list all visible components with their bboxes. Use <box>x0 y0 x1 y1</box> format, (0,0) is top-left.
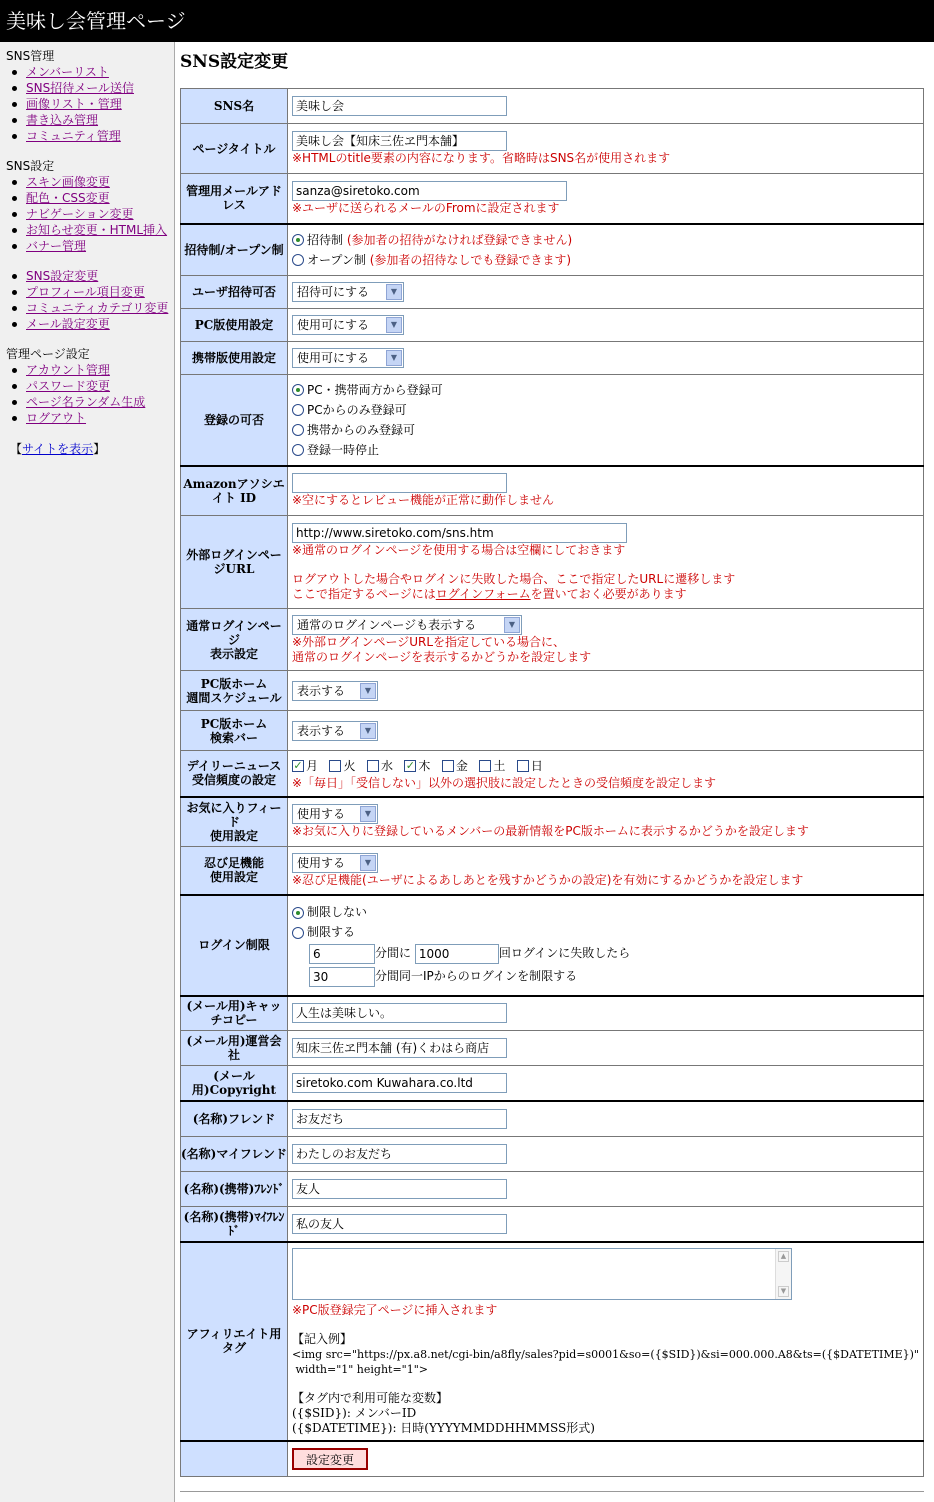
sidebar-item <box>6 190 174 206</box>
radio-label: オープン制 <box>307 252 366 267</box>
field-note: ※忍び足機能(ユーザによるあしあとを残すかどうかの設定)を有効にするかどうかを設定します <box>292 872 804 887</box>
chevron-down-icon: ▼ <box>386 317 402 333</box>
day-label: 火 <box>343 758 356 773</box>
sidebar-item <box>6 64 174 80</box>
sidebar-link-logout[interactable]: ログアウト <box>26 411 87 425</box>
chevron-down-icon: ▼ <box>360 723 376 739</box>
sidebar-link-profile-items[interactable]: プロフィール項目変更 <box>26 285 145 299</box>
footprint-select[interactable] <box>292 853 378 873</box>
sidebar-item <box>6 206 174 222</box>
day-label: 金 <box>455 758 468 773</box>
monday-checkbox[interactable]: ✓ <box>293 759 303 773</box>
inline-text: 回ログインに失敗したら <box>498 946 631 960</box>
site-link-wrapper <box>6 440 174 457</box>
sidebar-menu <box>6 64 174 144</box>
submit-button[interactable]: 設定変更 <box>292 1448 368 1470</box>
tuesday-checkbox[interactable] <box>329 760 341 772</box>
field-label: (名称)(携帯)ﾌﾚﾝﾄﾞ <box>181 1172 288 1207</box>
select-value: 通常のログインページも表示する <box>297 617 477 632</box>
chevron-down-icon: ▼ <box>386 284 402 300</box>
amazon-id-input[interactable] <box>292 473 507 493</box>
chevron-down-icon: ▼ <box>360 806 376 822</box>
field-label <box>181 609 288 671</box>
app-title: 美味し会管理ページ <box>6 9 186 33</box>
friday-checkbox[interactable] <box>442 760 454 772</box>
radio-label: 制限しない <box>307 905 368 919</box>
chevron-down-icon: ▼ <box>504 617 520 633</box>
register-stop-radio[interactable] <box>292 444 304 456</box>
label-line: お気に入りフィード <box>186 800 282 829</box>
day-label: 水 <box>380 758 393 773</box>
field-label <box>181 847 288 895</box>
inline-text: 分間に <box>375 946 412 960</box>
select-value: 使用する <box>297 807 346 822</box>
label-line: 通常ログインページ <box>186 618 282 647</box>
field-label: PC版使用設定 <box>181 309 288 342</box>
inline-text: 分間同一IPからのログインを制限する <box>375 969 578 983</box>
register-both-radio[interactable] <box>292 384 304 396</box>
friend-name-input[interactable]: お友だち <box>292 1109 507 1129</box>
page-title: SNS設定変更 <box>180 52 289 72</box>
vars-title: 【タグ内で利用可能な変数】 <box>292 1390 449 1405</box>
sidebar-item <box>6 362 174 378</box>
radio-label: 制限する <box>307 925 356 939</box>
var-line: ({$DATETIME}): 日時(YYYYMMDDHHMMSS形式) <box>292 1420 595 1435</box>
select-value: 表示する <box>297 723 346 738</box>
sidebar-link-password[interactable]: パスワード変更 <box>26 379 111 393</box>
label-line: 使用設定 <box>209 828 258 843</box>
sidebar-link-member-list[interactable]: メンバーリスト <box>26 65 109 79</box>
sidebar-link-invite-mail[interactable]: SNS招待メール送信 <box>26 81 134 95</box>
field-note: 通常のログインページを表示するかどうかを設定します <box>292 649 592 664</box>
label-line: PC版ホーム <box>200 716 268 731</box>
scroll-up-icon[interactable]: ▲ <box>778 1251 789 1262</box>
company-input[interactable]: 知床三佐ヱ門本舗 (有)くわはら商店 <box>292 1038 507 1058</box>
sidebar-item <box>6 316 174 332</box>
sidebar-link-banner[interactable]: バナー管理 <box>26 239 87 253</box>
sidebar-menu <box>6 362 174 426</box>
field-note: ※空にするとレビュー機能が正常に動作しません <box>292 493 555 508</box>
page-title-input[interactable]: 美味し会【知床三佐ヱ門本舗】 <box>292 131 507 151</box>
label-line: PC版ホーム <box>200 676 268 691</box>
field-label: (メール用)Copyright <box>181 1066 288 1101</box>
field-label: 外部ログインページURL <box>181 516 288 609</box>
field-label: 登録の可否 <box>181 375 288 466</box>
day-label: 木 <box>418 758 431 773</box>
label-line: 忍び足機能 <box>203 856 264 871</box>
sidebar-menu <box>6 174 174 254</box>
example-line: <img src="https://px.a8.net/cgi-bin/a8fly/sales?pid=s0001&so=({$SID})&si=000.000.A8&ts=({$DATETIME})" <box>292 1347 919 1361</box>
copyright-input[interactable]: siretoko.com Kuwahara.co.ltd <box>292 1073 507 1093</box>
sidebar-section-title: SNS設定 <box>6 159 55 173</box>
pc-use-select[interactable] <box>292 315 404 335</box>
sidebar <box>0 42 175 1502</box>
bracket-open: 【 <box>10 442 23 456</box>
chevron-down-icon: ▼ <box>386 350 402 366</box>
sidebar-link-community-manage[interactable]: コミュニティ管理 <box>26 129 121 143</box>
sidebar-item <box>6 394 174 410</box>
sidebar-link-notice-html[interactable]: お知らせ変更・HTML挿入 <box>26 223 168 237</box>
open-radio[interactable] <box>292 254 304 266</box>
label-line: デイリーニュース <box>186 759 282 774</box>
sidebar-menu <box>6 268 174 332</box>
sidebar-link-account[interactable]: アカウント管理 <box>26 363 110 377</box>
block-minutes-input[interactable]: 30 <box>309 967 375 987</box>
field-note: ※外部ログインページURLを指定している場合に、 <box>292 634 566 649</box>
field-label <box>181 671 288 711</box>
sidebar-link-mail-settings[interactable]: メール設定変更 <box>26 317 110 331</box>
mobile-use-select[interactable] <box>292 348 404 368</box>
settings-form <box>180 88 924 1477</box>
bracket-close: 】 <box>93 442 106 456</box>
field-label: (名称)(携帯)ﾏｲﾌﾚﾝﾄﾞ <box>181 1207 288 1242</box>
sidebar-item <box>6 80 174 96</box>
radio-label: PCからのみ登録可 <box>307 402 407 417</box>
minutes-input[interactable]: 6 <box>309 944 375 964</box>
chevron-down-icon: ▼ <box>360 855 376 871</box>
radio-label: PC・携帯両方から登録可 <box>307 382 443 397</box>
sidebar-section-title: SNS管理 <box>6 49 55 63</box>
field-label: ログイン制限 <box>181 895 288 996</box>
select-value: 使用する <box>297 855 346 870</box>
sunday-checkbox[interactable] <box>517 760 529 772</box>
day-label: 日 <box>530 758 543 773</box>
mobile-friend-name-input[interactable]: 友人 <box>292 1179 507 1199</box>
field-label <box>181 711 288 751</box>
pc-schedule-select[interactable] <box>292 681 378 701</box>
field-note: (参加者の招待なしでも登録できます) <box>369 252 572 267</box>
textarea-scrollbar[interactable] <box>775 1249 791 1299</box>
user-invite-select[interactable] <box>292 282 404 302</box>
field-note: ※HTMLのtitle要素の内容になります。省略時はSNS名が使用されます <box>292 151 671 165</box>
radio-label: 招待制 <box>307 232 344 247</box>
field-note: ※PC版登録完了ページに挿入されます <box>292 1302 498 1317</box>
sidebar-item <box>6 174 174 190</box>
field-label <box>181 751 288 797</box>
sidebar-item <box>6 410 174 426</box>
field-label: (メール用)運営会社 <box>181 1031 288 1066</box>
day-label: 月 <box>306 758 319 773</box>
sidebar-item <box>6 284 174 300</box>
no-limit-radio[interactable] <box>292 907 304 919</box>
day-label: 土 <box>493 758 506 773</box>
field-label: 招待制/オープン制 <box>181 224 288 276</box>
label-line: 週間スケジュール <box>186 690 282 705</box>
sns-name-input[interactable]: 美味し会 <box>292 96 507 116</box>
field-note: ※ユーザに送られるメールのFromに設定されます <box>292 200 560 215</box>
field-label: (メール用)キャッチコピー <box>181 996 288 1031</box>
main-content <box>180 42 928 1467</box>
sidebar-link-navigation[interactable]: ナビゲーション変更 <box>26 207 134 221</box>
radio-label: 登録一時停止 <box>307 442 380 457</box>
thursday-checkbox[interactable]: ✓ <box>405 759 416 773</box>
sidebar-link-community-category[interactable]: コミュニティカテゴリ変更 <box>26 301 169 315</box>
field-note: ※「毎日」「受信しない」以外の選択肢に設定したときの受信頻度を設定します <box>292 775 717 790</box>
sidebar-link-skin[interactable]: スキン画像変更 <box>26 175 110 189</box>
var-line: ({$SID}): メンバーID <box>292 1405 417 1420</box>
sidebar-section-title: 管理ページ設定 <box>6 347 90 361</box>
invite-radio[interactable] <box>292 234 304 246</box>
empty-label <box>181 1441 288 1477</box>
sidebar-item <box>6 96 174 112</box>
scroll-down-icon[interactable]: ▼ <box>778 1286 789 1297</box>
select-value: 表示する <box>297 683 346 698</box>
view-site-link[interactable]: サイトを表示 <box>22 442 94 456</box>
select-value: 招待可にする <box>297 285 370 299</box>
label-line: 検索バー <box>209 730 258 745</box>
sidebar-item <box>6 238 174 254</box>
field-label: SNS名 <box>181 89 288 124</box>
field-note: ログアウトした場合やログインに失敗した場合、ここで指定したURLに遷移します <box>292 571 736 586</box>
field-label: (名称)マイフレンド <box>181 1137 288 1172</box>
register-mobile-radio[interactable] <box>292 424 304 436</box>
field-note <box>292 587 919 602</box>
field-label: (名称)フレンド <box>181 1101 288 1137</box>
label-line: 受信頻度の設定 <box>191 773 276 788</box>
affiliate-tag-textarea[interactable] <box>292 1248 792 1300</box>
sidebar-item <box>6 268 174 284</box>
note-text: ここで指定するページには <box>292 586 436 601</box>
wednesday-checkbox[interactable] <box>367 760 379 772</box>
normal-login-select[interactable] <box>292 615 522 635</box>
mobile-my-friend-name-input[interactable]: 私の友人 <box>292 1214 507 1234</box>
chevron-down-icon: ▼ <box>360 683 376 699</box>
sidebar-link-random-page[interactable]: ページ名ランダム生成 <box>26 395 146 409</box>
example-line: width="1" height="1"> <box>292 1362 429 1376</box>
admin-mail-input[interactable]: sanza@siretoko.com <box>292 181 567 201</box>
sidebar-link-css[interactable]: 配色・CSS変更 <box>26 191 110 205</box>
field-label: アフィリエイト用タグ <box>181 1242 288 1441</box>
field-note: (参加者の招待がなければ登録できません) <box>346 232 573 247</box>
sidebar-link-image-list[interactable]: 画像リスト・管理 <box>26 97 122 111</box>
sidebar-item <box>6 128 174 144</box>
catch-copy-input[interactable]: 人生は美味しい。 <box>292 1003 507 1023</box>
fav-feed-select[interactable] <box>292 804 378 824</box>
field-label: Amazonアソシエイト ID <box>181 466 288 516</box>
sidebar-item <box>6 112 174 128</box>
login-form-link[interactable]: ログインフォーム <box>435 586 531 601</box>
note-text: を置いておく必要があります <box>530 586 687 601</box>
bottom-divider <box>180 1491 924 1492</box>
sidebar-item <box>6 222 174 238</box>
radio-label: 携帯からのみ登録可 <box>307 422 416 437</box>
sidebar-link-post-manage[interactable]: 書き込み管理 <box>26 113 99 127</box>
field-label: ユーザ招待可否 <box>181 276 288 309</box>
field-label: 携帯版使用設定 <box>181 342 288 375</box>
field-note: ※お気に入りに登録しているメンバーの最新情報をPC版ホームに表示するかどうかを設定します <box>292 824 809 839</box>
fail-count-input[interactable]: 1000 <box>415 944 499 964</box>
field-label: 管理用メールアドレス <box>181 174 288 224</box>
register-pc-radio[interactable] <box>292 404 304 416</box>
field-label <box>181 797 288 847</box>
example-title: 【記入例】 <box>292 1331 353 1346</box>
field-label: ページタイトル <box>181 124 288 174</box>
field-note: ※通常のログインページを使用する場合は空欄にしておきます <box>292 542 626 557</box>
sidebar-item <box>6 300 174 316</box>
saturday-checkbox[interactable] <box>479 760 491 772</box>
sidebar-item <box>6 378 174 394</box>
header-bar <box>0 0 934 42</box>
limit-radio[interactable] <box>292 927 304 939</box>
my-friend-name-input[interactable]: わたしのお友だち <box>292 1144 507 1164</box>
select-value: 使用可にする <box>297 351 370 365</box>
sidebar-link-sns-settings[interactable]: SNS設定変更 <box>26 269 99 283</box>
external-login-url-input[interactable]: http://www.siretoko.com/sns.htm <box>292 523 627 543</box>
select-value: 使用可にする <box>297 318 370 332</box>
label-line: 使用設定 <box>209 870 258 885</box>
label-line: 表示設定 <box>209 646 258 661</box>
pc-search-select[interactable] <box>292 721 378 741</box>
